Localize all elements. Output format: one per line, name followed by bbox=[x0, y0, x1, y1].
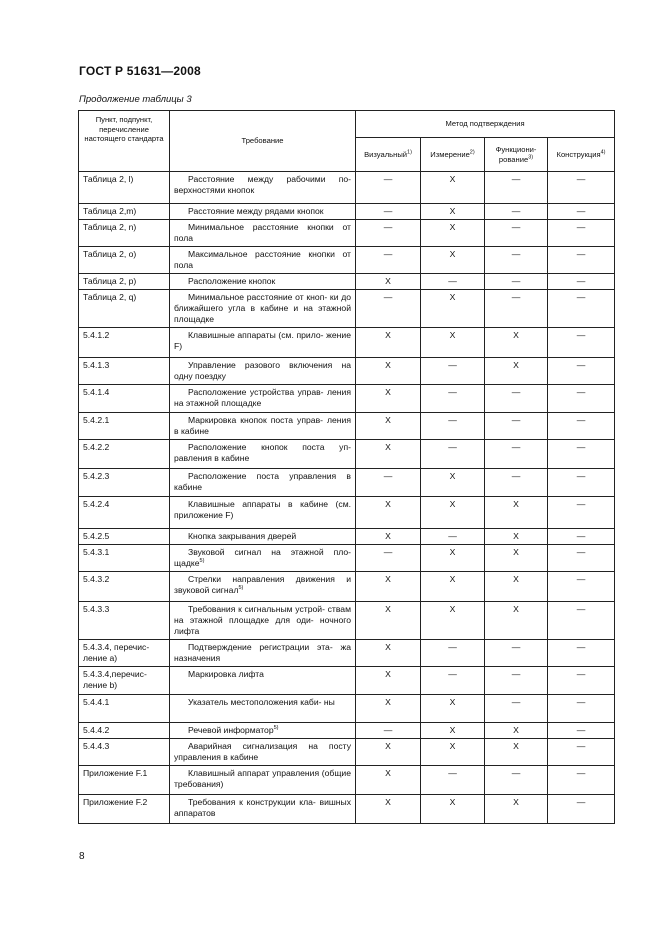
cell-measure: — bbox=[421, 413, 485, 440]
cell-measure: X bbox=[421, 739, 485, 766]
cell-design: — bbox=[548, 572, 615, 602]
requirement-text: Требования к сигнальным устрой- ствам на этажной площадке для оди- ночного лифта bbox=[174, 604, 351, 636]
cell-design: — bbox=[548, 723, 615, 739]
cell-measure: — bbox=[421, 440, 485, 469]
table-row bbox=[79, 358, 615, 385]
requirement-text: Клавишный аппарат управления (общие требования) bbox=[174, 768, 351, 789]
header-measure: Измерение$^{2)}$ bbox=[421, 138, 485, 172]
row-item: Таблица 2, o) bbox=[79, 247, 170, 274]
row-item: 5.4.3.4,перечис- ление b) bbox=[79, 667, 170, 695]
document-title: ГОСТ Р 51631—2008 bbox=[79, 64, 201, 78]
row-requirement bbox=[170, 358, 356, 385]
row-item: 5.4.4.3 bbox=[79, 739, 170, 766]
row-item: 5.4.2.3 bbox=[79, 469, 170, 497]
cell-visual: X bbox=[356, 766, 421, 795]
cell-measure: — bbox=[421, 358, 485, 385]
row-requirement bbox=[170, 795, 356, 824]
requirement-text: Минимальное расстояние кнопки от пола bbox=[174, 222, 351, 243]
cell-visual: X bbox=[356, 440, 421, 469]
cell-functional: X bbox=[485, 739, 548, 766]
row-item: Приложение F.2 bbox=[79, 795, 170, 824]
row-item: 5.4.3.1 bbox=[79, 545, 170, 572]
requirement-text: Минимальное расстояние от кноп- ки до ближайшего угла в кабине и на этажной площадке bbox=[174, 292, 351, 324]
cell-functional: X bbox=[485, 358, 548, 385]
table-row bbox=[79, 497, 615, 529]
cell-functional: X bbox=[485, 497, 548, 529]
row-requirement bbox=[170, 172, 356, 204]
cell-visual: X bbox=[356, 795, 421, 824]
row-requirement bbox=[170, 667, 356, 695]
row-requirement bbox=[170, 247, 356, 274]
cell-design: — bbox=[548, 328, 615, 358]
cell-visual: X bbox=[356, 529, 421, 545]
table-row bbox=[79, 795, 615, 824]
requirement-text: Расположение кнопок поста уп- равления в кабине bbox=[174, 442, 351, 463]
cell-design: — bbox=[548, 545, 615, 572]
cell-functional: — bbox=[485, 469, 548, 497]
cell-functional: — bbox=[485, 220, 548, 247]
row-requirement bbox=[170, 739, 356, 766]
table-row bbox=[79, 545, 615, 572]
row-requirement bbox=[170, 469, 356, 497]
table-row bbox=[79, 220, 615, 247]
table-row bbox=[79, 695, 615, 723]
requirement-text: Максимальное расстояние кнопки от пола bbox=[174, 249, 351, 270]
requirement-text: Расположение устройства управ- ления на этажной площадке bbox=[174, 387, 351, 408]
row-item: Таблица 2, p) bbox=[79, 274, 170, 290]
cell-design: — bbox=[548, 739, 615, 766]
cell-measure: X bbox=[421, 545, 485, 572]
cell-measure: X bbox=[421, 247, 485, 274]
cell-measure: X bbox=[421, 602, 485, 640]
row-item: Таблица 2, q) bbox=[79, 290, 170, 328]
cell-measure: X bbox=[421, 469, 485, 497]
row-requirement bbox=[170, 695, 356, 723]
cell-functional: X bbox=[485, 572, 548, 602]
table-row bbox=[79, 766, 615, 795]
cell-design: — bbox=[548, 695, 615, 723]
cell-functional: X bbox=[485, 529, 548, 545]
cell-measure: X bbox=[421, 723, 485, 739]
requirement-text: Звуковой сигнал на этажной пло- щадке bbox=[174, 547, 351, 568]
footnote-marker: 5) bbox=[273, 725, 279, 732]
row-requirement bbox=[170, 602, 356, 640]
cell-functional: — bbox=[485, 766, 548, 795]
cell-functional: — bbox=[485, 667, 548, 695]
table-row bbox=[79, 274, 615, 290]
cell-visual: X bbox=[356, 640, 421, 667]
requirement-text: Расстояние между рядами кнопок bbox=[188, 206, 324, 216]
table-row bbox=[79, 413, 615, 440]
row-item: 5.4.3.4, перечис- ление a) bbox=[79, 640, 170, 667]
cell-design: — bbox=[548, 358, 615, 385]
cell-measure: — bbox=[421, 529, 485, 545]
requirement-text: Клавишные аппараты в кабине (см. приложение F) bbox=[174, 499, 351, 520]
cell-functional: X bbox=[485, 795, 548, 824]
cell-design: — bbox=[548, 290, 615, 328]
cell-measure: — bbox=[421, 766, 485, 795]
row-item: Таблица 2, n) bbox=[79, 220, 170, 247]
requirement-text: Расстояние между рабочими по- верхностями кнопок bbox=[174, 174, 351, 195]
row-requirement bbox=[170, 290, 356, 328]
table-body bbox=[79, 172, 615, 824]
requirement-text: Расположение поста управления в кабине bbox=[174, 471, 351, 492]
row-requirement bbox=[170, 328, 356, 358]
requirement-text: Клавишные аппараты (см. прило- жение F) bbox=[174, 330, 351, 351]
cell-visual: — bbox=[356, 545, 421, 572]
cell-measure: — bbox=[421, 667, 485, 695]
cell-design: — bbox=[548, 602, 615, 640]
row-requirement bbox=[170, 545, 356, 572]
cell-visual: — bbox=[356, 172, 421, 204]
cell-visual: X bbox=[356, 497, 421, 529]
cell-functional: — bbox=[485, 247, 548, 274]
cell-functional: — bbox=[485, 385, 548, 413]
header-functional: Функциони- рование$^{3)}$ bbox=[485, 138, 548, 172]
cell-visual: X bbox=[356, 413, 421, 440]
cell-design: — bbox=[548, 667, 615, 695]
row-requirement bbox=[170, 723, 356, 739]
table-row bbox=[79, 385, 615, 413]
cell-measure: X bbox=[421, 695, 485, 723]
cell-design: — bbox=[548, 440, 615, 469]
cell-functional: — bbox=[485, 695, 548, 723]
row-requirement bbox=[170, 204, 356, 220]
footnote-marker: 5) bbox=[238, 585, 244, 592]
cell-design: — bbox=[548, 247, 615, 274]
cell-functional: — bbox=[485, 640, 548, 667]
requirement-text: Указатель местоположения каби- ны bbox=[188, 697, 335, 707]
table-row bbox=[79, 640, 615, 667]
requirements-table bbox=[78, 110, 615, 824]
row-requirement bbox=[170, 220, 356, 247]
cell-visual: X bbox=[356, 695, 421, 723]
page-number: 8 bbox=[79, 851, 85, 862]
cell-measure: X bbox=[421, 572, 485, 602]
table-row bbox=[79, 172, 615, 204]
cell-design: — bbox=[548, 413, 615, 440]
row-item: 5.4.3.3 bbox=[79, 602, 170, 640]
cell-design: — bbox=[548, 172, 615, 204]
cell-visual: — bbox=[356, 247, 421, 274]
cell-visual: X bbox=[356, 667, 421, 695]
table-row bbox=[79, 247, 615, 274]
cell-functional: — bbox=[485, 440, 548, 469]
cell-design: — bbox=[548, 766, 615, 795]
cell-functional: — bbox=[485, 290, 548, 328]
cell-design: — bbox=[548, 274, 615, 290]
cell-visual: X bbox=[356, 602, 421, 640]
requirement-text: Аварийная сигнализация на посту управления в кабине bbox=[174, 741, 351, 762]
cell-functional: X bbox=[485, 328, 548, 358]
cell-visual: X bbox=[356, 739, 421, 766]
table-row bbox=[79, 328, 615, 358]
cell-visual: X bbox=[356, 274, 421, 290]
header-method-group: Метод подтверждения bbox=[356, 111, 615, 138]
requirement-text: Расположение кнопок bbox=[188, 276, 276, 286]
cell-visual: — bbox=[356, 220, 421, 247]
cell-design: — bbox=[548, 529, 615, 545]
cell-design: — bbox=[548, 469, 615, 497]
cell-functional: X bbox=[485, 723, 548, 739]
cell-visual: — bbox=[356, 290, 421, 328]
cell-measure: X bbox=[421, 172, 485, 204]
cell-visual: — bbox=[356, 204, 421, 220]
cell-measure: X bbox=[421, 290, 485, 328]
table-row bbox=[79, 572, 615, 602]
cell-design: — bbox=[548, 385, 615, 413]
cell-visual: X bbox=[356, 358, 421, 385]
row-requirement bbox=[170, 572, 356, 602]
table-row bbox=[79, 440, 615, 469]
cell-measure: — bbox=[421, 274, 485, 290]
table-continuation-caption: Продолжение таблицы 3 bbox=[79, 94, 192, 105]
row-item: Таблица 2,m) bbox=[79, 204, 170, 220]
row-item: Приложение F.1 bbox=[79, 766, 170, 795]
header-visual: Визуальный$^{1)}$ bbox=[356, 138, 421, 172]
cell-functional: X bbox=[485, 545, 548, 572]
requirement-text: Маркировка лифта bbox=[188, 669, 264, 679]
cell-measure: X bbox=[421, 204, 485, 220]
row-requirement bbox=[170, 640, 356, 667]
table-row bbox=[79, 602, 615, 640]
cell-measure: X bbox=[421, 220, 485, 247]
cell-design: — bbox=[548, 497, 615, 529]
table-row bbox=[79, 529, 615, 545]
header-item: Пункт, подпункт, перечисление настоящего стандарта bbox=[79, 111, 170, 172]
row-requirement bbox=[170, 766, 356, 795]
cell-functional: — bbox=[485, 172, 548, 204]
cell-measure: X bbox=[421, 795, 485, 824]
cell-functional: — bbox=[485, 204, 548, 220]
requirement-text: Стрелки направления движения и звуковой сигнал bbox=[174, 574, 351, 595]
cell-measure: — bbox=[421, 385, 485, 413]
cell-visual: X bbox=[356, 572, 421, 602]
row-item: 5.4.1.4 bbox=[79, 385, 170, 413]
table-row bbox=[79, 723, 615, 739]
table-row bbox=[79, 667, 615, 695]
cell-measure: — bbox=[421, 640, 485, 667]
row-item: 5.4.2.5 bbox=[79, 529, 170, 545]
row-requirement bbox=[170, 274, 356, 290]
requirement-text: Речевой информатор bbox=[188, 725, 274, 735]
row-item: 5.4.2.4 bbox=[79, 497, 170, 529]
cell-functional: X bbox=[485, 602, 548, 640]
cell-design: — bbox=[548, 220, 615, 247]
row-item: 5.4.4.2 bbox=[79, 723, 170, 739]
row-item: 5.4.3.2 bbox=[79, 572, 170, 602]
cell-visual: X bbox=[356, 385, 421, 413]
row-item: 5.4.1.3 bbox=[79, 358, 170, 385]
header-requirement: Требование bbox=[170, 111, 356, 172]
row-item: 5.4.4.1 bbox=[79, 695, 170, 723]
row-requirement bbox=[170, 385, 356, 413]
requirement-text: Маркировка кнопок поста управ- ления в кабине bbox=[174, 415, 351, 436]
requirement-text: Кнопка закрывания дверей bbox=[188, 531, 297, 541]
row-requirement bbox=[170, 413, 356, 440]
table-row bbox=[79, 290, 615, 328]
row-item: 5.4.2.2 bbox=[79, 440, 170, 469]
row-requirement bbox=[170, 529, 356, 545]
cell-visual: X bbox=[356, 328, 421, 358]
row-item: Таблица 2, l) bbox=[79, 172, 170, 204]
requirement-text: Требования к конструкции кла- вишных аппаратов bbox=[174, 797, 351, 818]
cell-visual: — bbox=[356, 469, 421, 497]
requirement-text: Подтверждение регистрации эта- жа назначения bbox=[174, 642, 351, 663]
row-item: 5.4.1.2 bbox=[79, 328, 170, 358]
footnote-marker: 5) bbox=[199, 558, 205, 565]
cell-design: — bbox=[548, 795, 615, 824]
table-row bbox=[79, 739, 615, 766]
table-row bbox=[79, 469, 615, 497]
header-design: Конструкция$^{4)}$ bbox=[548, 138, 615, 172]
row-item: 5.4.2.1 bbox=[79, 413, 170, 440]
cell-measure: X bbox=[421, 497, 485, 529]
cell-visual: — bbox=[356, 723, 421, 739]
cell-design: — bbox=[548, 204, 615, 220]
requirement-text: Управление разового включения на одну поездку bbox=[174, 360, 351, 381]
cell-functional: — bbox=[485, 413, 548, 440]
table-row bbox=[79, 204, 615, 220]
row-requirement bbox=[170, 497, 356, 529]
cell-design: — bbox=[548, 640, 615, 667]
row-requirement bbox=[170, 440, 356, 469]
cell-functional: — bbox=[485, 274, 548, 290]
cell-measure: X bbox=[421, 328, 485, 358]
